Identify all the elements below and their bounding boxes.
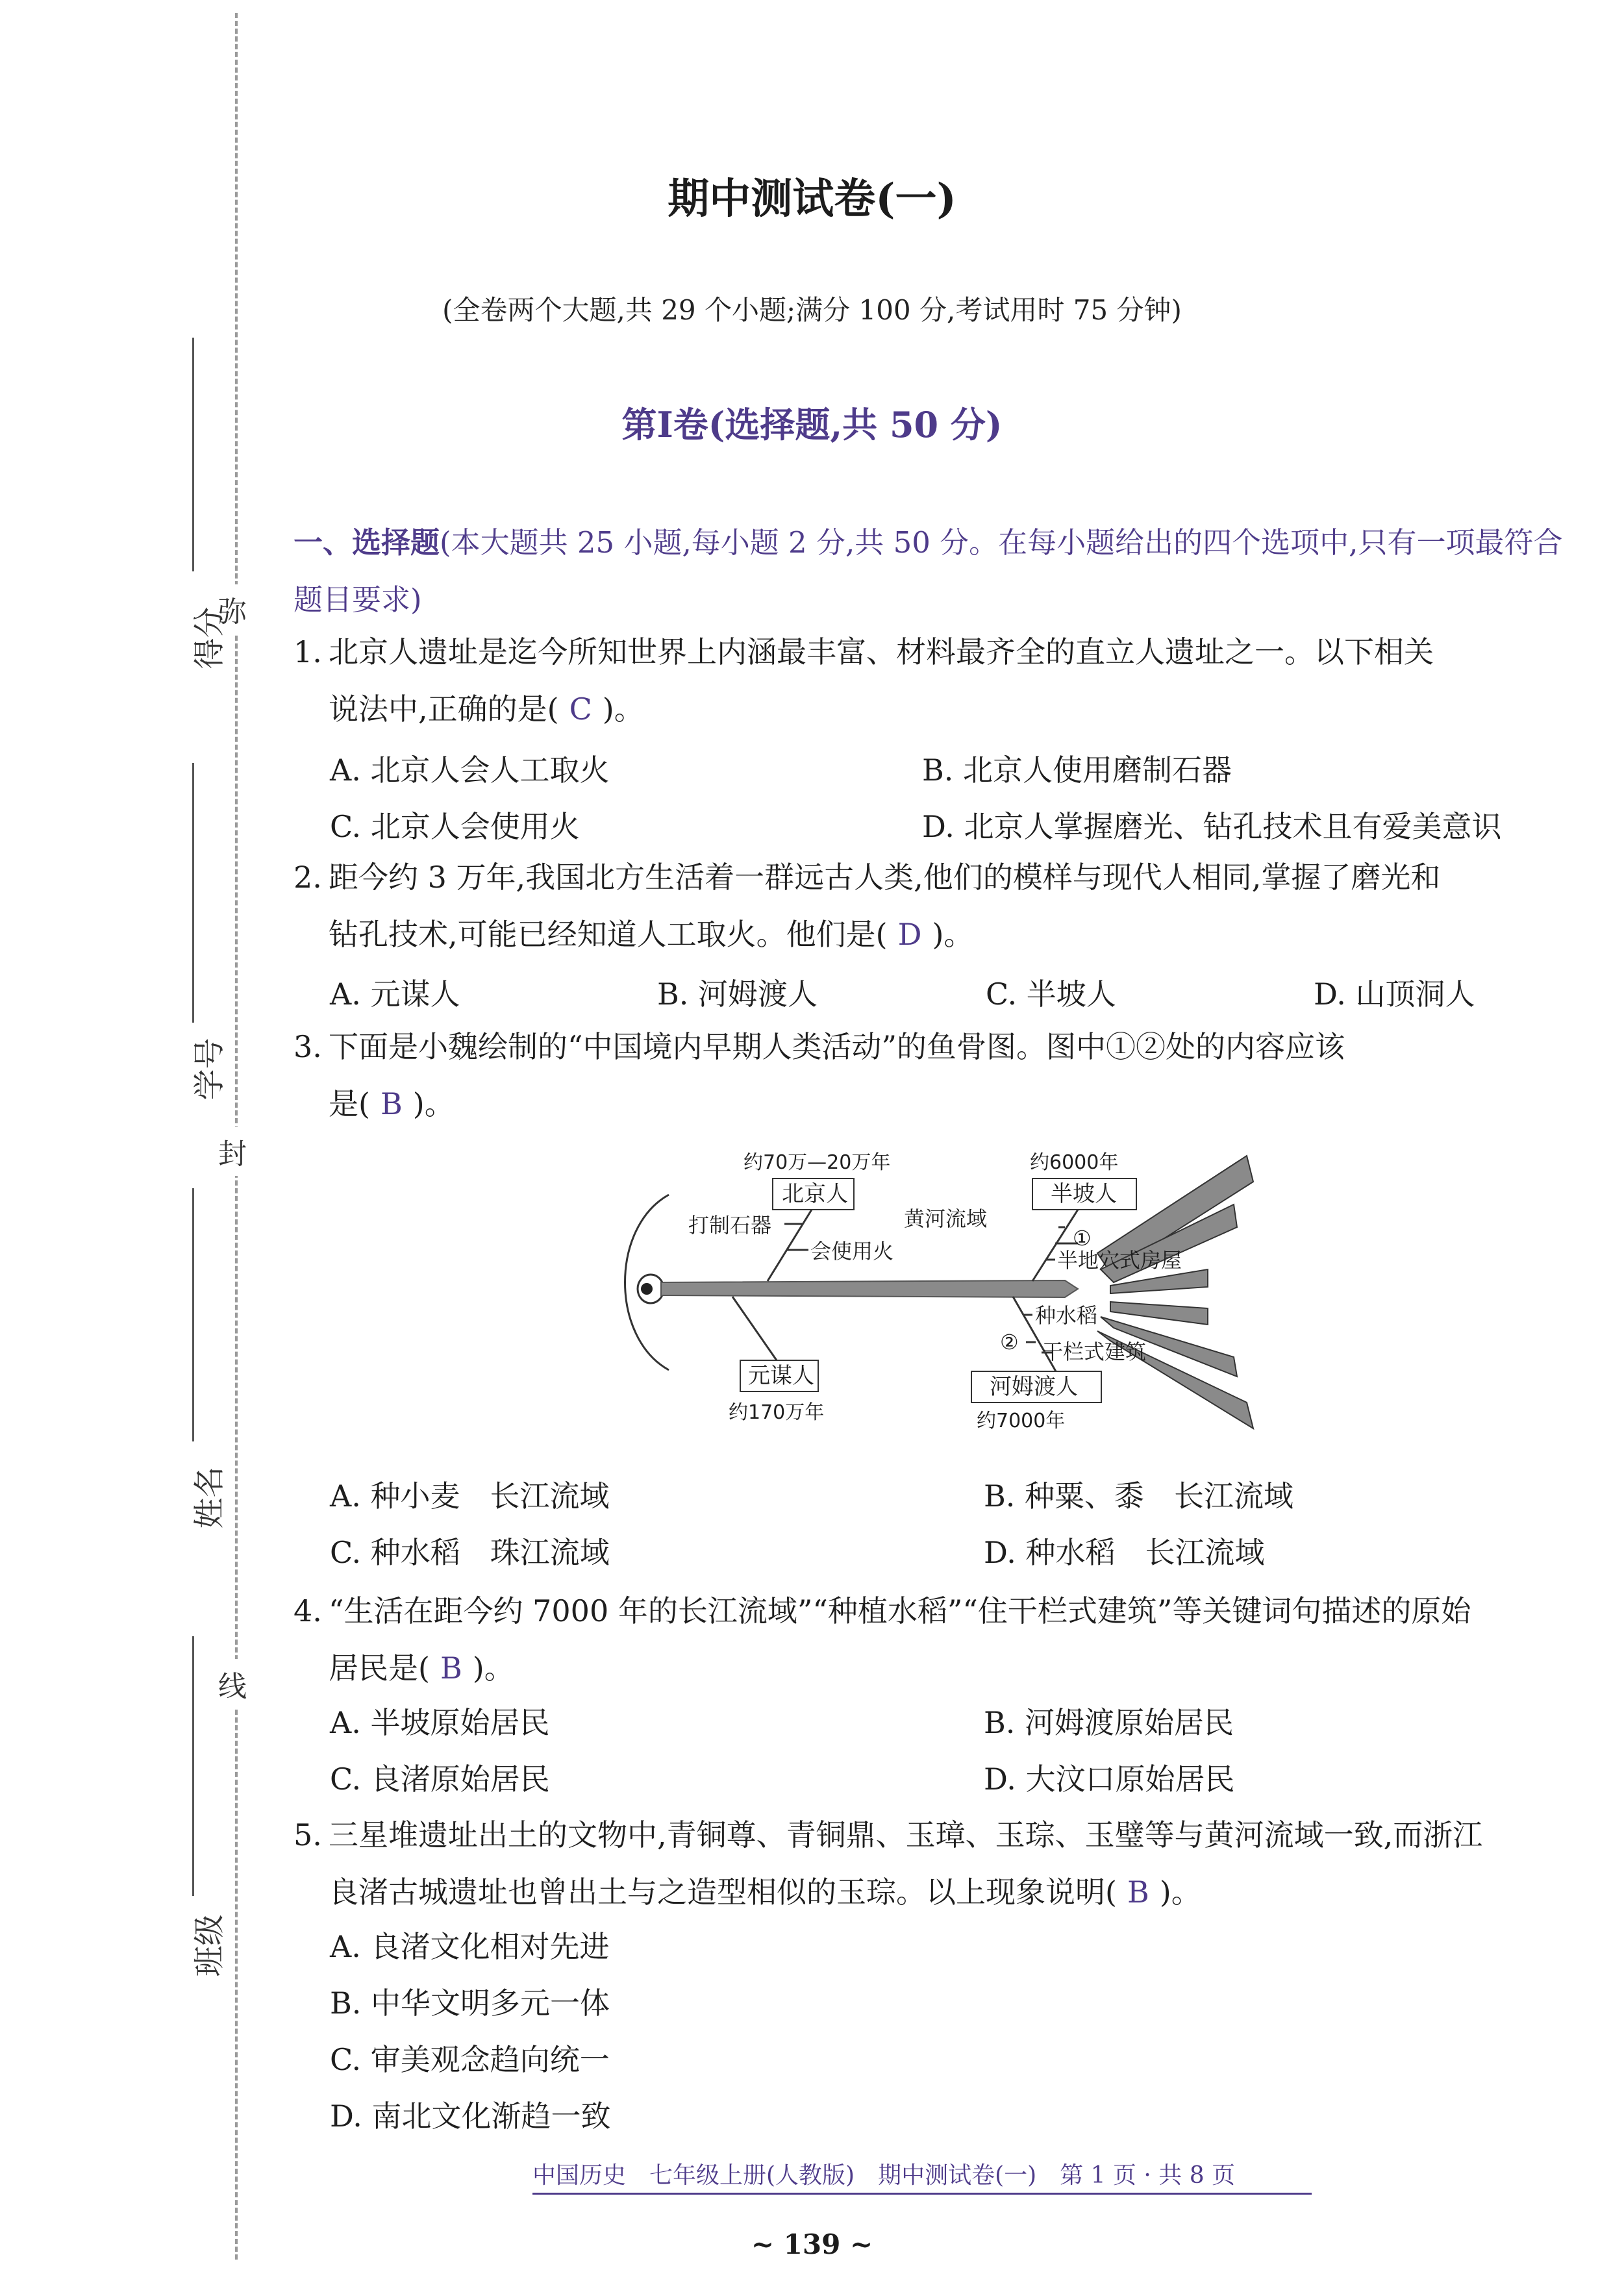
part-heading: 第Ⅰ卷(选择题,共 50 分) <box>621 404 1003 445</box>
q2-option-b: B. 河姆渡人 <box>657 977 818 1012</box>
student-id-field-label: 学号 <box>191 1038 228 1101</box>
fishbone-diagram <box>584 1143 1299 1448</box>
question-2 <box>294 849 1566 963</box>
section-note: (本大题共 25 小题,每小题 2 分,共 50 分。在每小题给出的四个选项中,只有一项最符合题目要求) <box>294 525 1563 617</box>
question-text-line2: 钻孔技术,可能已经知道人工取火。他们是( D )。 <box>329 917 974 952</box>
ymr-label: 元谋人 <box>748 1363 814 1389</box>
q4-option-a: A. 半坡原始居民 <box>330 1705 550 1740</box>
bjr-label: 北京人 <box>782 1181 848 1207</box>
question-1 <box>294 623 1566 738</box>
question-number: 1. <box>294 634 322 669</box>
q5-option-a: A. 良渚文化相对先进 <box>330 1929 610 1964</box>
q1-option-d: D. 北京人掌握磨光、钻孔技术且有爱美意识 <box>922 809 1502 844</box>
question-text-line2: 说法中,正确的是( C )。 <box>329 692 644 727</box>
q3-option-d: D. 种水稻 长江流域 <box>984 1535 1265 1570</box>
ymr-bone <box>732 1297 777 1360</box>
page-number: ~ 139 ~ <box>751 2228 873 2260</box>
ymr-time: 约170万年 <box>729 1401 825 1424</box>
question-text-line1: 三星堆遗址出土的文物中,青铜尊、青铜鼎、玉璋、玉琮、玉璧等与黄河流域一致,而浙江 <box>329 1817 1483 1852</box>
answer-mark: C <box>569 692 592 727</box>
question-number: 4. <box>294 1593 322 1628</box>
score-field-label: 得分 <box>191 606 228 669</box>
question-text-line1: 北京人遗址是迄今所知世界上内涵最丰富、材料最齐全的直立人遗址之一。以下相关 <box>329 634 1434 669</box>
binding-char-xian: 线 <box>218 1659 247 1708</box>
question-text-line2: 良渚古城遗址也曾出土与之造型相似的玉琮。以上现象说明( B )。 <box>329 1875 1201 1910</box>
q1-option-a: A. 北京人会人工取火 <box>330 753 610 788</box>
question-text-line1: 下面是小魏绘制的“中国境内早期人类活动”的鱼骨图。图中①②处的内容应该 <box>329 1029 1345 1064</box>
q3-option-c: C. 种水稻 珠江流域 <box>330 1535 610 1570</box>
class-field-label: 班级 <box>191 1914 228 1977</box>
page-footer: 中国历史 七年级上册(人教版) 期中测试卷(一) 第 1 页 · 共 8 页 <box>532 2157 1312 2195</box>
q1-option-b: B. 北京人使用磨制石器 <box>922 753 1232 788</box>
question-5 <box>294 1806 1566 1921</box>
question-text-line1: “生活在距今约 7000 年的长江流域”“种植水稻”“住干栏式建筑”等关键词句描述的原始 <box>329 1593 1471 1628</box>
exam-info: (全卷两个大题,共 29 个小题;满分 100 分,考试用时 75 分钟) <box>442 294 1182 326</box>
hmd-label: 河姆渡人 <box>990 1374 1078 1400</box>
q2-option-a: A. 元谋人 <box>330 977 460 1012</box>
bp-branch-2: ① <box>1073 1226 1092 1251</box>
q5-option-c: C. 审美观念趋向统一 <box>330 2042 610 2077</box>
binding-char-mi: 弥 <box>218 584 247 634</box>
question-text-line2: 是( B )。 <box>329 1086 455 1121</box>
q3-option-a: A. 种小麦 长江流域 <box>330 1478 610 1514</box>
q4-option-d: D. 大汶口原始居民 <box>984 1762 1235 1797</box>
question-text-line1: 距今约 3 万年,我国北方生活着一群远古人类,他们的模样与现代人相同,掌握了磨光和 <box>329 860 1441 895</box>
student-id-field-line[interactable] <box>192 763 194 1023</box>
answer-mark: B <box>440 1651 462 1686</box>
bjr-bone <box>768 1210 812 1281</box>
q2-option-c: C. 半坡人 <box>986 977 1116 1012</box>
bp-time: 约6000年 <box>1030 1151 1119 1174</box>
question-4 <box>294 1582 1566 1697</box>
section-head: 一、选择题 <box>294 525 440 560</box>
hmd-branch-1: 种水稻 <box>1035 1303 1098 1328</box>
bjr-branch-1: 打制石器 <box>688 1213 772 1238</box>
question-text-line2: 居民是( B )。 <box>329 1651 514 1686</box>
bp-label: 半坡人 <box>1051 1181 1117 1207</box>
q4-option-c: C. 良渚原始居民 <box>330 1762 550 1797</box>
q5-option-b: B. 中华文明多元一体 <box>330 1986 610 2021</box>
page-title: 期中测试卷(一) <box>668 175 956 223</box>
answer-mark: D <box>897 917 922 952</box>
score-field-line[interactable] <box>192 338 194 571</box>
fish-spine <box>661 1280 1078 1297</box>
bp-branch-1: 黄河流域 <box>904 1206 988 1231</box>
q2-option-d: D. 山顶洞人 <box>1314 977 1475 1012</box>
q1-option-c: C. 北京人会使用火 <box>330 809 580 844</box>
fish-pupil <box>641 1283 653 1295</box>
section-instructions <box>294 514 1566 629</box>
question-number: 2. <box>294 860 322 895</box>
answer-mark: B <box>380 1086 403 1121</box>
question-number: 3. <box>294 1029 322 1064</box>
q5-option-d: D. 南北文化渐趋一致 <box>330 2099 611 2134</box>
bjr-time: 约70万—20万年 <box>743 1151 891 1174</box>
hmd-time: 约7000年 <box>977 1410 1066 1432</box>
hmd-branch-3: 干栏式建筑 <box>1042 1340 1147 1364</box>
question-number: 5. <box>294 1817 322 1852</box>
name-field-line[interactable] <box>192 1188 194 1441</box>
bp-branch-3: 半地穴式房屋 <box>1057 1248 1182 1273</box>
q3-option-b: B. 种粟、黍 长江流域 <box>984 1478 1294 1514</box>
hmd-branch-2: ② <box>1000 1330 1019 1354</box>
name-field-label: 姓名 <box>191 1466 228 1529</box>
answer-mark: B <box>1127 1875 1149 1910</box>
class-field-line[interactable] <box>192 1636 194 1896</box>
binding-char-feng: 封 <box>218 1127 247 1176</box>
question-3 <box>294 1018 1566 1132</box>
q4-option-b: B. 河姆渡原始居民 <box>984 1705 1234 1740</box>
bjr-branch-2: 会使用火 <box>810 1239 894 1264</box>
